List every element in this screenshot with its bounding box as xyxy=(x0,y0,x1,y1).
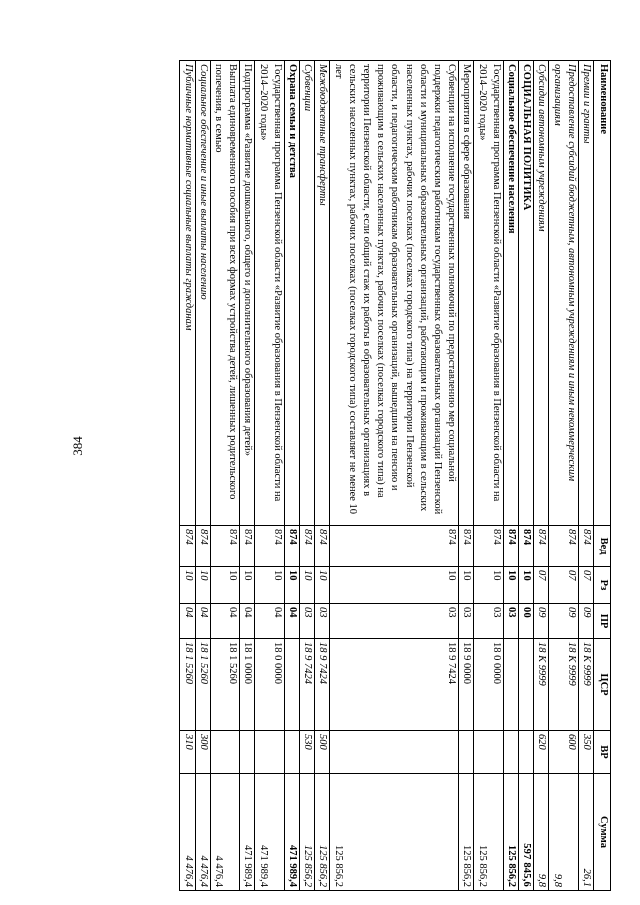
cell-name: Премии и гранты xyxy=(578,61,593,526)
cell-csr xyxy=(284,639,299,731)
header-ved: Вед xyxy=(594,526,611,567)
cell-csr: 18 0 0000 xyxy=(474,639,503,731)
cell-vr xyxy=(459,731,474,774)
cell-rz: 10 xyxy=(330,567,459,604)
page-number: 384 xyxy=(70,436,85,456)
cell-pr: 03 xyxy=(459,604,474,639)
cell-csr: 18 1 5260 xyxy=(195,639,210,731)
cell-rz: 10 xyxy=(474,567,503,604)
cell-name: Субвенции xyxy=(299,61,314,526)
cell-name: Государственная программа Пензенской области «Развитие образования в Пензенской области на 2014–2020 годы» xyxy=(255,61,284,526)
cell-name: Социальное обеспечение населения xyxy=(503,61,518,526)
table-row xyxy=(180,61,195,891)
cell-ved: 874 xyxy=(210,526,239,567)
cell-sum: 9,8 xyxy=(549,774,578,891)
cell-sum: 125 856,2 xyxy=(299,774,314,891)
budget-table xyxy=(179,60,611,891)
cell-rz: 10 xyxy=(210,567,239,604)
cell-ved: 874 xyxy=(518,526,533,567)
table-row xyxy=(534,61,549,891)
cell-vr xyxy=(240,731,255,774)
cell-pr: 03 xyxy=(315,604,330,639)
cell-sum: 125 856,2 xyxy=(474,774,503,891)
cell-pr: 03 xyxy=(330,604,459,639)
table-row xyxy=(210,61,239,891)
cell-rz: 07 xyxy=(549,567,578,604)
cell-rz: 10 xyxy=(299,567,314,604)
cell-rz: 10 xyxy=(180,567,195,604)
table-body xyxy=(180,61,594,891)
cell-pr: 04 xyxy=(210,604,239,639)
cell-vr xyxy=(284,731,299,774)
cell-csr: 18 9 7424 xyxy=(315,639,330,731)
cell-pr: 04 xyxy=(180,604,195,639)
cell-pr: 09 xyxy=(534,604,549,639)
cell-name: Субсидии автономным учреждениям xyxy=(534,61,549,526)
cell-pr: 04 xyxy=(195,604,210,639)
table-row xyxy=(459,61,474,891)
table-row xyxy=(284,61,299,891)
cell-sum: 597 845,6 xyxy=(518,774,533,891)
cell-name: Государственная программа Пензенской области «Развитие образования в Пензенской области на 2014–2020 годы» xyxy=(474,61,503,526)
cell-pr: 09 xyxy=(578,604,593,639)
cell-rz: 10 xyxy=(240,567,255,604)
cell-csr xyxy=(518,639,533,731)
cell-ved: 874 xyxy=(549,526,578,567)
cell-ved: 874 xyxy=(299,526,314,567)
table-row xyxy=(195,61,210,891)
cell-name: Подпрограмма «Развитие дошкольного, общего и дополнительного образования детей» xyxy=(240,61,255,526)
rotated-page xyxy=(51,60,611,887)
header-rz: Рз xyxy=(594,567,611,604)
cell-ved: 874 xyxy=(315,526,330,567)
cell-rz: 10 xyxy=(518,567,533,604)
cell-rz: 10 xyxy=(284,567,299,604)
cell-csr: 18 К 9999 xyxy=(534,639,549,731)
header-pr: ПР xyxy=(594,604,611,639)
table-row xyxy=(474,61,503,891)
table-row xyxy=(578,61,593,891)
cell-pr: 04 xyxy=(240,604,255,639)
cell-sum: 471 989,4 xyxy=(284,774,299,891)
cell-name: Предоставление субсидий бюджетным, автономным учреждениям и иным некоммерческим организациям xyxy=(549,61,578,526)
table-row xyxy=(330,61,459,891)
cell-vr xyxy=(518,731,533,774)
cell-ved: 874 xyxy=(180,526,195,567)
cell-pr: 09 xyxy=(549,604,578,639)
cell-pr: 00 xyxy=(518,604,533,639)
cell-csr: 18 9 7424 xyxy=(299,639,314,731)
header-sum: Сумма xyxy=(594,774,611,891)
cell-sum: 125 856,2 xyxy=(459,774,474,891)
cell-vr: 350 xyxy=(578,731,593,774)
cell-ved: 874 xyxy=(459,526,474,567)
cell-csr: 18 1 5260 xyxy=(180,639,195,731)
header-name: Наименование xyxy=(594,61,611,526)
cell-csr: 18 9 7424 xyxy=(330,639,459,731)
cell-ved: 874 xyxy=(474,526,503,567)
cell-ved: 874 xyxy=(578,526,593,567)
cell-vr: 600 xyxy=(549,731,578,774)
cell-vr: 300 xyxy=(195,731,210,774)
cell-csr xyxy=(503,639,518,731)
cell-ved: 874 xyxy=(284,526,299,567)
cell-pr: 04 xyxy=(284,604,299,639)
table-row xyxy=(315,61,330,891)
cell-vr xyxy=(210,731,239,774)
cell-ved: 874 xyxy=(330,526,459,567)
table-row xyxy=(549,61,578,891)
cell-csr: 18 9 0000 xyxy=(459,639,474,731)
cell-name: Мероприятия в сфере образования xyxy=(459,61,474,526)
cell-sum: 4 476,4 xyxy=(210,774,239,891)
cell-rz: 10 xyxy=(195,567,210,604)
table-row xyxy=(240,61,255,891)
cell-vr: 530 xyxy=(299,731,314,774)
cell-sum: 125 856,2 xyxy=(503,774,518,891)
header-vr: ВР xyxy=(594,731,611,774)
cell-vr xyxy=(255,731,284,774)
cell-name: Выплата единовременного пособия при всех формах устройства детей, лишенных родительского попечения, в семью xyxy=(210,61,239,526)
cell-vr xyxy=(474,731,503,774)
cell-pr: 03 xyxy=(474,604,503,639)
cell-sum: 471 989,4 xyxy=(240,774,255,891)
cell-rz: 10 xyxy=(255,567,284,604)
cell-csr: 18 1 5260 xyxy=(210,639,239,731)
cell-csr: 18 К 9999 xyxy=(578,639,593,731)
table-row xyxy=(518,61,533,891)
cell-ved: 874 xyxy=(534,526,549,567)
cell-name: Охрана семьи и детства xyxy=(284,61,299,526)
cell-name: Межбюджетные трансферты xyxy=(315,61,330,526)
cell-ved: 874 xyxy=(195,526,210,567)
cell-vr: 620 xyxy=(534,731,549,774)
cell-pr: 03 xyxy=(299,604,314,639)
cell-rz: 10 xyxy=(315,567,330,604)
cell-ved: 874 xyxy=(503,526,518,567)
cell-vr xyxy=(330,731,459,774)
cell-pr: 03 xyxy=(503,604,518,639)
cell-name: Социальное обеспечение и иные выплаты населению xyxy=(195,61,210,526)
cell-sum: 9,8 xyxy=(534,774,549,891)
cell-vr xyxy=(503,731,518,774)
table-row xyxy=(503,61,518,891)
cell-name: СОЦИАЛЬНАЯ ПОЛИТИКА xyxy=(518,61,533,526)
cell-csr: 18 К 9999 xyxy=(549,639,578,731)
cell-sum: 26,1 xyxy=(578,774,593,891)
cell-sum: 125 856,2 xyxy=(330,774,459,891)
cell-sum: 4 476,4 xyxy=(195,774,210,891)
cell-pr: 04 xyxy=(255,604,284,639)
cell-ved: 874 xyxy=(255,526,284,567)
cell-rz: 10 xyxy=(503,567,518,604)
table-row xyxy=(255,61,284,891)
cell-rz: 10 xyxy=(459,567,474,604)
cell-name: Субвенции на исполнение государственных полномочий по предоставлению мер социальной поддержки педагогическим работникам государственных образовательных организаций Пензенской области и муниципальных образовательных организаций, работающим и проживающим в сельских населенных пунктах, рабочих поселках (поселках городского типа) на территории Пензенской области, и педагогическим работникам образовательных организаций, вышедшим на пенсию и проживающим в сельских населенных пунктах, рабочих поселках (поселках городского типа) на территории Пензенской области, если общий стаж их работы в образовательных организациях в сельских населенных пунктах, рабочих поселках (поселках городского типа) составляет не менее 10 лет xyxy=(330,61,459,526)
cell-name: Публичные нормативные социальные выплаты гражданам xyxy=(180,61,195,526)
cell-sum: 4 476,4 xyxy=(180,774,195,891)
cell-vr: 310 xyxy=(180,731,195,774)
cell-csr: 18 1 0000 xyxy=(240,639,255,731)
header-csr: ЦСР xyxy=(594,639,611,731)
table-header-row xyxy=(594,61,611,891)
table-row xyxy=(299,61,314,891)
cell-rz: 07 xyxy=(534,567,549,604)
cell-ved: 874 xyxy=(240,526,255,567)
cell-rz: 07 xyxy=(578,567,593,604)
cell-csr: 18 0 0000 xyxy=(255,639,284,731)
cell-sum: 471 989,4 xyxy=(255,774,284,891)
cell-sum: 125 856,2 xyxy=(315,774,330,891)
cell-vr: 500 xyxy=(315,731,330,774)
